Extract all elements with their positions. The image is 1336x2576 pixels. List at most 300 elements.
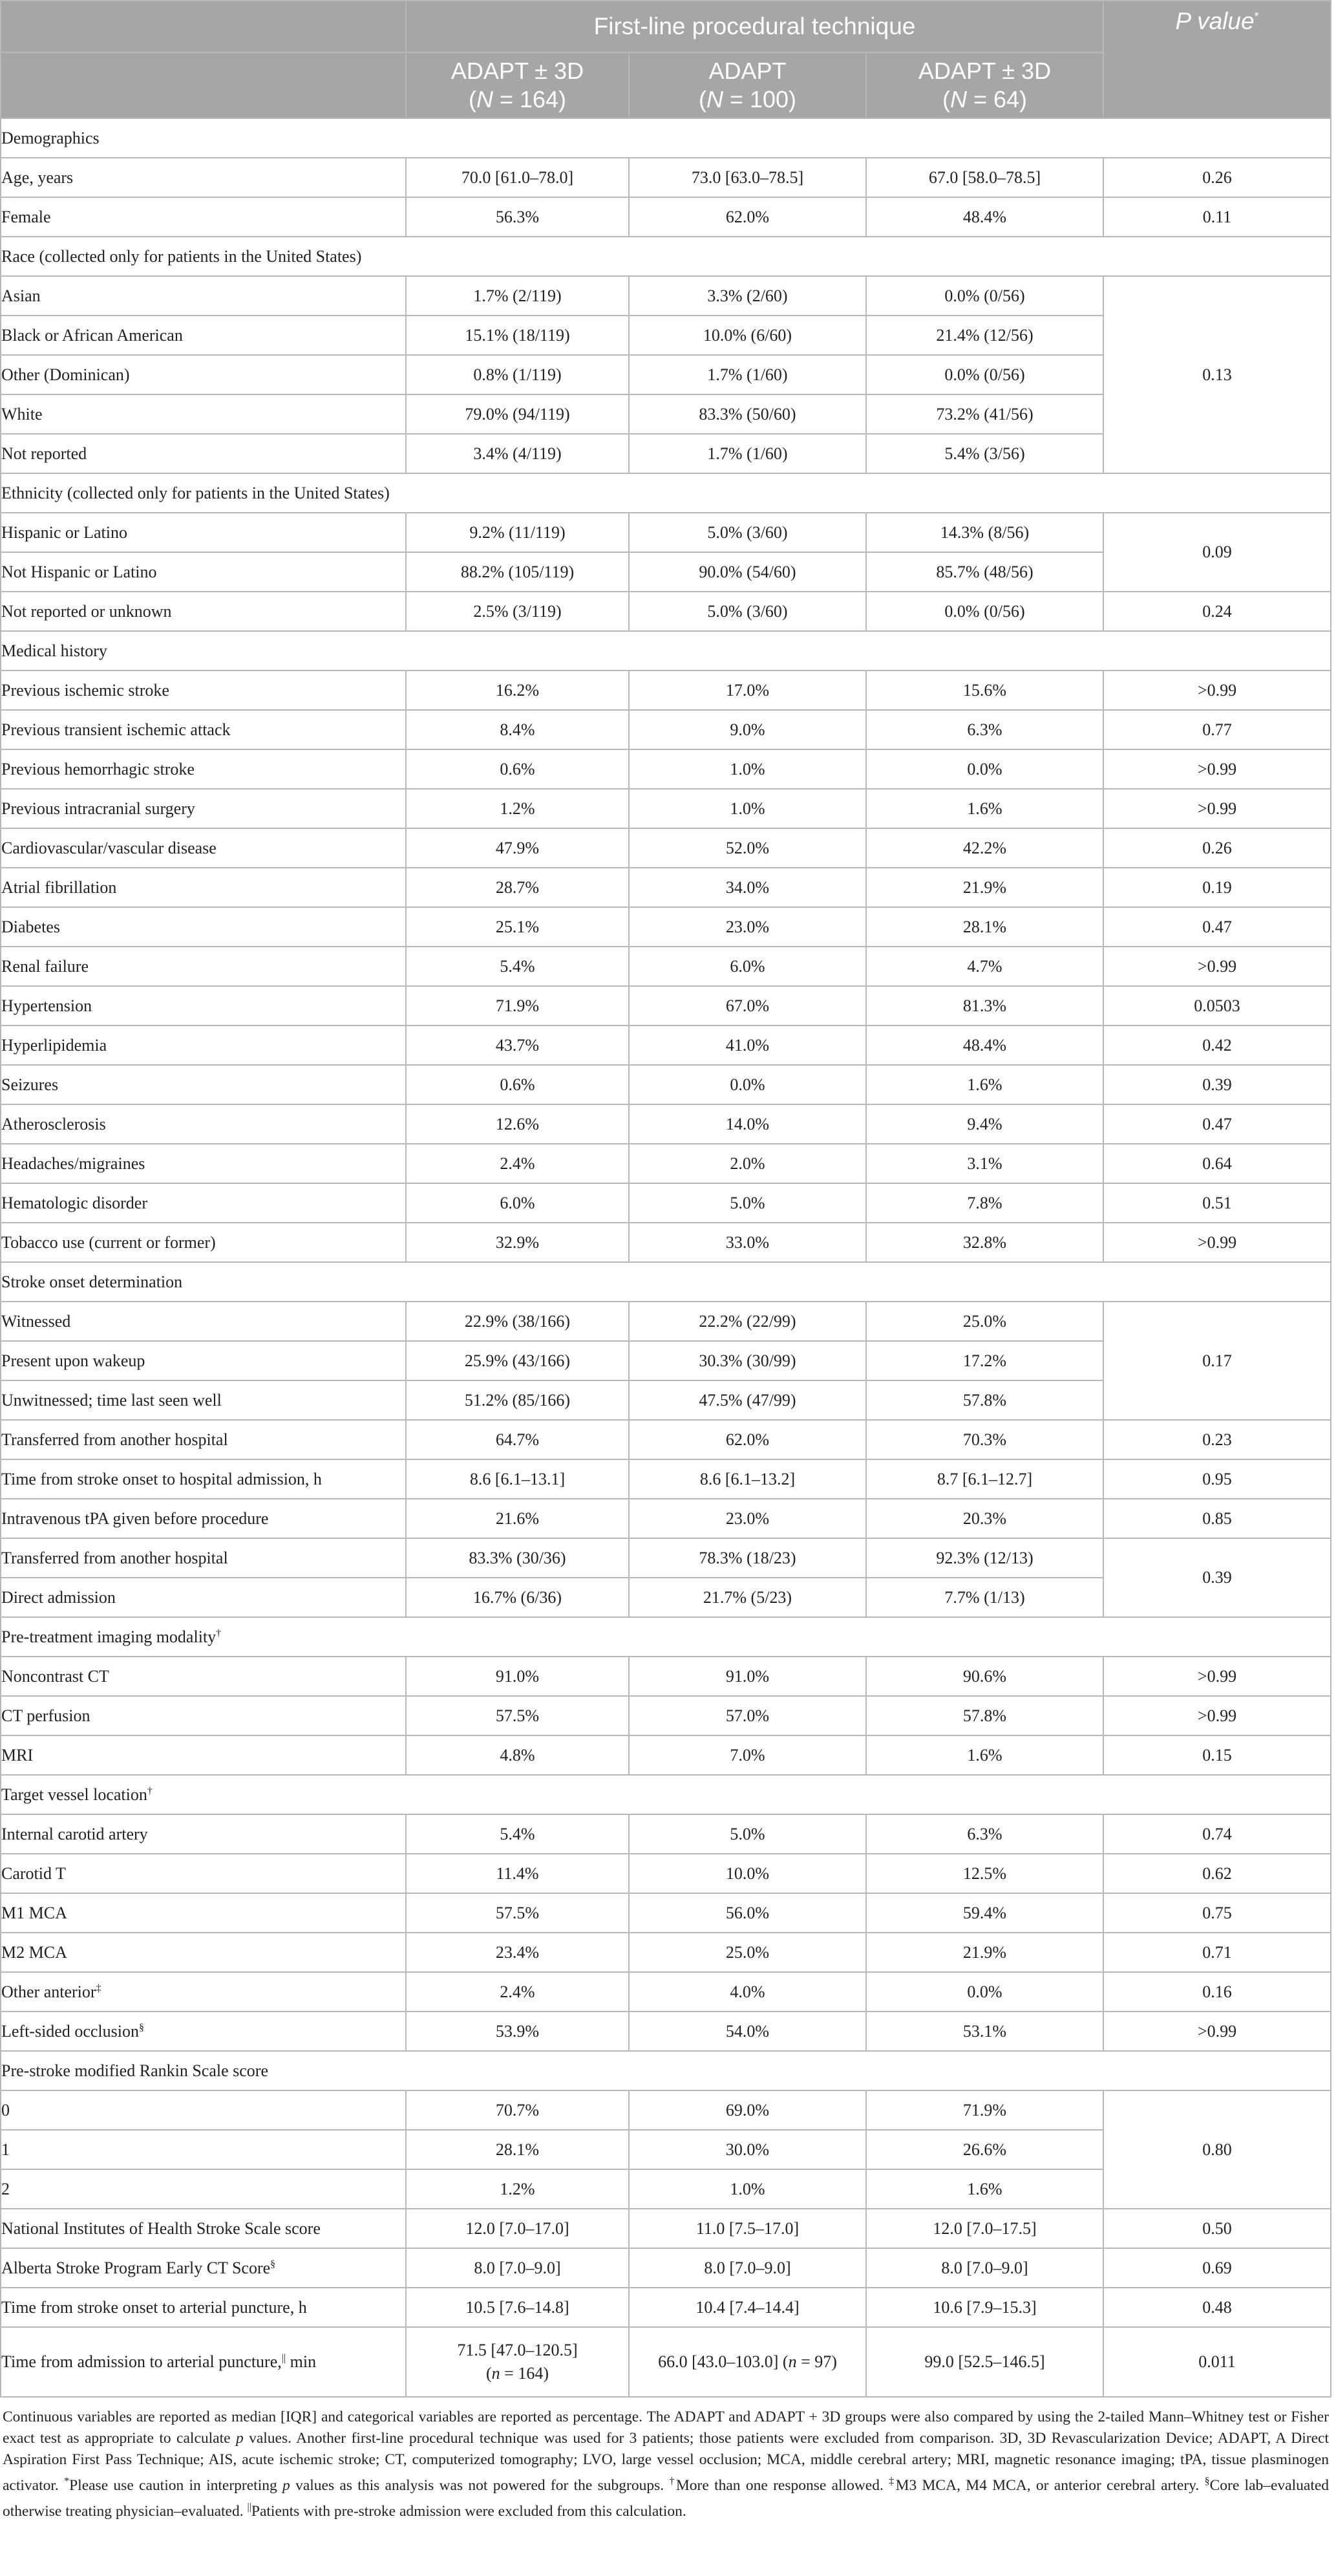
cell: 5.4% (406, 947, 629, 986)
group-header: First-line procedural technique (406, 1, 1103, 52)
footnote-marker: § (139, 2021, 144, 2033)
footnote-marker: † (147, 1785, 153, 1796)
table-row (1, 1223, 1331, 1262)
row-label: Time from stroke onset to arterial puncture, h (1, 2288, 406, 2327)
cell: 32.9% (406, 1223, 629, 1262)
p-cell: 0.85 (1103, 1499, 1331, 1538)
footnote-marker: ‡ (889, 2476, 896, 2487)
cell: 8.0 [7.0–9.0] (866, 2248, 1103, 2288)
cell: 4.0% (629, 1972, 866, 2012)
cell: 25.1% (406, 907, 629, 947)
cell: 3.3% (2/60) (629, 276, 866, 316)
p-cell: >0.99 (1103, 1657, 1331, 1696)
cell: 28.7% (406, 868, 629, 907)
p-cell: >0.99 (1103, 749, 1331, 789)
col-header-adapt-3d (866, 52, 1103, 118)
section-demographics: Demographics (1, 118, 1331, 158)
cell: 90.0% (54/60) (629, 552, 866, 592)
row-label: Transferred from another hospital (1, 1420, 406, 1459)
col-n-var: N (706, 86, 723, 113)
cell: 91.0% (406, 1657, 629, 1696)
footnote-text: Core lab–evaluated otherwise treating physician–evaluated. (3, 2476, 1330, 2520)
footnote-text: More than one response allowed. (675, 2476, 889, 2494)
cell-n: = 97) (796, 2352, 837, 2371)
cell: 1.0% (629, 2169, 866, 2209)
cell: 28.1% (406, 2130, 629, 2169)
row-label: Not Hispanic or Latino (1, 552, 406, 592)
cell: 47.5% (47/99) (629, 1380, 866, 1420)
table-row (1, 1065, 1331, 1104)
row-label: M1 MCA (1, 1893, 406, 1933)
table-row (1, 907, 1331, 947)
cell: 88.2% (105/119) (406, 552, 629, 592)
cell: 0.0% (0/56) (866, 355, 1103, 394)
cell: 22.2% (22/99) (629, 1302, 866, 1341)
cell: 57.0% (629, 1696, 866, 1735)
cell: 78.3% (18/23) (629, 1538, 866, 1578)
table-row (1, 2090, 1331, 2130)
p-cell: 0.17 (1103, 1302, 1331, 1420)
row-label: Not reported (1, 434, 406, 473)
row-label: Previous transient ischemic attack (1, 710, 406, 749)
cell: 21.9% (866, 1933, 1103, 1972)
p-cell: 0.95 (1103, 1459, 1331, 1499)
cell: 16.2% (406, 671, 629, 710)
cell: 67.0% (629, 986, 866, 1025)
cell: 8.0 [7.0–9.0] (629, 2248, 866, 2288)
cell: 7.0% (629, 1735, 866, 1775)
cell: 9.0% (629, 710, 866, 749)
cell: 11.0 [7.5–17.0] (629, 2209, 866, 2248)
col-n: = 64) (966, 86, 1028, 113)
row-label: Diabetes (1, 907, 406, 947)
row-label (1, 2012, 406, 2051)
cell: 0.8% (1/119) (406, 355, 629, 394)
p-cell: 0.69 (1103, 2248, 1331, 2288)
cell: 70.7% (406, 2090, 629, 2130)
footnote-text: values. Another first-line procedural technique was used for 3 patients; those patients were excluded from comparison. 3D, 3D Revascularization Device; ADAPT, A Direct Aspiration First Pass Technique; AIS, acute ischemic stroke; CT, computerized tomography; LVO, large vessel occlusion; MCA, middle cerebral artery; MRI, magnetic resonance imaging; tPA, tissue plasminogen activator. (3, 2430, 1329, 2494)
row-label: Time from stroke onset to hospital admission, h (1, 1459, 406, 1499)
table-row (1, 2248, 1331, 2288)
cell: 5.0% (3/60) (629, 592, 866, 631)
p-cell: 0.75 (1103, 1893, 1331, 1933)
cell: 10.4 [7.4–14.4] (629, 2288, 866, 2327)
p-cell: 0.11 (1103, 197, 1331, 237)
p-cell: 0.39 (1103, 1538, 1331, 1617)
cell-n-open: ( (486, 2364, 492, 2383)
table-row (1, 276, 1331, 316)
table-row (1, 868, 1331, 907)
cell: 2.5% (3/119) (406, 592, 629, 631)
row-label: Headaches/migraines (1, 1144, 406, 1183)
p-cell: 0.42 (1103, 1025, 1331, 1065)
section-medical-history: Medical history (1, 631, 1331, 671)
col-n-open: ( (698, 86, 706, 113)
row-label: M2 MCA (1, 1933, 406, 1972)
section-race: Race (collected only for patients in the United States) (1, 237, 1331, 276)
cell: 62.0% (629, 1420, 866, 1459)
cell: 71.9% (866, 2090, 1103, 2130)
col-header-adapt (629, 52, 866, 118)
cell: 7.8% (866, 1183, 1103, 1223)
cell: 2.0% (629, 1144, 866, 1183)
cell: 99.0 [52.5–146.5] (866, 2327, 1103, 2397)
p-cell: 0.24 (1103, 592, 1331, 631)
p-cell: 0.62 (1103, 1854, 1331, 1893)
cell: 47.9% (406, 828, 629, 868)
row-label: MRI (1, 1735, 406, 1775)
row-label: 1 (1, 2130, 406, 2169)
p-cell: >0.99 (1103, 947, 1331, 986)
cell: 34.0% (629, 868, 866, 907)
cell: 0.0% (0/56) (866, 276, 1103, 316)
table-row (1, 710, 1331, 749)
cell: 4.8% (406, 1735, 629, 1775)
cell: 10.0% (6/60) (629, 316, 866, 355)
table-row (1, 2209, 1331, 2248)
cell: 9.4% (866, 1104, 1103, 1144)
row-label: Atrial fibrillation (1, 868, 406, 907)
row-label: White (1, 394, 406, 434)
section-imaging (1, 1617, 1331, 1657)
cell: 0.0% (0/56) (866, 592, 1103, 631)
section-stroke-onset: Stroke onset determination (1, 1262, 1331, 1302)
table-row (1, 1144, 1331, 1183)
row-label: Carotid T (1, 1854, 406, 1893)
row-label: Hispanic or Latino (1, 513, 406, 552)
footnote-text: Patients with pre-stroke admission were excluded from this calculation. (251, 2502, 686, 2520)
cell: 79.0% (94/119) (406, 394, 629, 434)
row-label: Internal carotid artery (1, 1814, 406, 1854)
table-row (1, 671, 1331, 710)
cell: 6.3% (866, 710, 1103, 749)
cell: 85.7% (48/56) (866, 552, 1103, 592)
row-label: Seizures (1, 1065, 406, 1104)
cell: 64.7% (406, 1420, 629, 1459)
table-row (1, 1499, 1331, 1538)
table-row (1, 1183, 1331, 1223)
cell: 10.5 [7.6–14.8] (406, 2288, 629, 2327)
cell: 83.3% (30/36) (406, 1538, 629, 1578)
cell: 59.4% (866, 1893, 1103, 1933)
cell: 57.8% (866, 1696, 1103, 1735)
table-header (1, 1, 1331, 118)
cell: 30.0% (629, 2130, 866, 2169)
row-label: Asian (1, 276, 406, 316)
row-label: 0 (1, 2090, 406, 2130)
table-row (1, 2327, 1331, 2397)
cell: 83.3% (50/60) (629, 394, 866, 434)
table-row (1, 1933, 1331, 1972)
cell: 0.6% (406, 1065, 629, 1104)
cell (629, 2327, 866, 2397)
footnote-var: p (235, 2430, 244, 2447)
cell: 21.7% (5/23) (629, 1578, 866, 1617)
row-label-text: Other anterior (1, 1982, 96, 2001)
cell: 53.1% (866, 2012, 1103, 2051)
p-cell: 0.09 (1103, 513, 1331, 592)
p-cell: 0.011 (1103, 2327, 1331, 2397)
row-label: National Institutes of Health Stroke Scale score (1, 2209, 406, 2248)
cell: 48.4% (866, 1025, 1103, 1065)
cell: 43.7% (406, 1025, 629, 1065)
cell: 12.5% (866, 1854, 1103, 1893)
table-row (1, 158, 1331, 197)
cell: 41.0% (629, 1025, 866, 1065)
row-label: Hematologic disorder (1, 1183, 406, 1223)
cell: 0.0% (866, 1972, 1103, 2012)
cell: 17.2% (866, 1341, 1103, 1380)
p-cell: 0.48 (1103, 2288, 1331, 2327)
cell: 25.0% (629, 1933, 866, 1972)
row-label-text: Left-sided occlusion (1, 2021, 139, 2041)
cell: 28.1% (866, 907, 1103, 947)
cell: 62.0% (629, 197, 866, 237)
p-cell: 0.19 (1103, 868, 1331, 907)
col-n: = 100) (723, 86, 797, 113)
footnote-marker: ‡ (96, 1982, 101, 1993)
pvalue-marker: * (1254, 10, 1259, 23)
cell: 1.6% (866, 789, 1103, 828)
col-n: = 164) (493, 86, 567, 113)
cell: 0.0% (629, 1065, 866, 1104)
cell: 21.6% (406, 1499, 629, 1538)
cell: 4.7% (866, 947, 1103, 986)
row-label: Not reported or unknown (1, 592, 406, 631)
col-name: ADAPT ± 3D (918, 58, 1052, 84)
row-label: Previous ischemic stroke (1, 671, 406, 710)
row-label: Present upon wakeup (1, 1341, 406, 1380)
cell: 52.0% (629, 828, 866, 868)
table-row (1, 1696, 1331, 1735)
table-row (1, 1459, 1331, 1499)
cell: 92.3% (12/13) (866, 1538, 1103, 1578)
cell: 1.2% (406, 2169, 629, 2209)
cell: 53.9% (406, 2012, 629, 2051)
cell: 70.0 [61.0–78.0] (406, 158, 629, 197)
row-label: Hypertension (1, 986, 406, 1025)
p-cell: 0.23 (1103, 1420, 1331, 1459)
cell: 5.4% (3/56) (866, 434, 1103, 473)
cell: 73.2% (41/56) (866, 394, 1103, 434)
p-cell: >0.99 (1103, 1696, 1331, 1735)
section-ethnicity: Ethnicity (collected only for patients in the United States) (1, 473, 1331, 513)
cell: 15.1% (18/119) (406, 316, 629, 355)
cell: 57.8% (866, 1380, 1103, 1420)
footnote-var: p (282, 2476, 290, 2494)
table-row (1, 1420, 1331, 1459)
cell-n-var: n (491, 2364, 500, 2383)
row-label-text: Alberta Stroke Program Early CT Score (1, 2258, 271, 2277)
pvalue-label: P value (1175, 8, 1255, 34)
col-n-var: N (476, 86, 493, 113)
p-cell: 0.26 (1103, 828, 1331, 868)
table-row (1, 513, 1331, 552)
col-n-open: ( (468, 86, 476, 113)
cell-n: = 164) (500, 2364, 549, 2383)
cell: 48.4% (866, 197, 1103, 237)
cell: 1.0% (629, 749, 866, 789)
p-cell: 0.26 (1103, 158, 1331, 197)
table-row (1, 1854, 1331, 1893)
cell: 17.0% (629, 671, 866, 710)
cell: 1.7% (1/60) (629, 355, 866, 394)
cell: 42.2% (866, 828, 1103, 868)
cell: 70.3% (866, 1420, 1103, 1459)
p-cell: >0.99 (1103, 2012, 1331, 2051)
cell: 23.0% (629, 1499, 866, 1538)
table-row (1, 1302, 1331, 1341)
p-cell: 0.51 (1103, 1183, 1331, 1223)
row-label: Unwitnessed; time last seen well (1, 1380, 406, 1420)
row-label: 2 (1, 2169, 406, 2209)
row-label (1, 2327, 406, 2397)
cell: 25.9% (43/166) (406, 1341, 629, 1380)
footnote-text: Continuous variables are reported as median [IQR] and categorical variables are reported as percentage. The ADAPT and ADAPT + 3D groups were also compared by using the 2-tailed Mann–Whitney test or Fisher exact test as appropriate to calculate (3, 2409, 1329, 2447)
p-cell: 0.80 (1103, 2090, 1331, 2209)
row-label-text: Time from admission to arterial puncture, (1, 2352, 282, 2371)
table-row (1, 592, 1331, 631)
p-cell: 0.39 (1103, 1065, 1331, 1104)
table-row (1, 1893, 1331, 1933)
cell: 5.0% (629, 1814, 866, 1854)
cell: 8.7 [6.1–12.7] (866, 1459, 1103, 1499)
row-label: Other (Dominican) (1, 355, 406, 394)
row-label (1, 2248, 406, 2288)
cell: 0.0% (866, 749, 1103, 789)
cell: 10.0% (629, 1854, 866, 1893)
table-row (1, 1657, 1331, 1696)
section-vessel-label: Target vessel location (1, 1785, 147, 1804)
table-row (1, 2012, 1331, 2051)
cell: 16.7% (6/36) (406, 1578, 629, 1617)
cell: 54.0% (629, 2012, 866, 2051)
cell: 1.6% (866, 1735, 1103, 1775)
cell: 1.2% (406, 789, 629, 828)
cell: 2.4% (406, 1144, 629, 1183)
cell: 56.3% (406, 197, 629, 237)
footnote-text: values as this analysis was not powered for the subgroups. (290, 2476, 670, 2494)
p-cell: 0.74 (1103, 1814, 1331, 1854)
row-label: Previous hemorrhagic stroke (1, 749, 406, 789)
footnote-marker: || (281, 2352, 286, 2364)
col-name: ADAPT (708, 58, 787, 84)
cell: 73.0 [63.0–78.5] (629, 158, 866, 197)
p-cell: 0.0503 (1103, 986, 1331, 1025)
cell: 7.7% (1/13) (866, 1578, 1103, 1617)
section-mrs: Pre-stroke modified Rankin Scale score (1, 2051, 1331, 2090)
cell: 1.6% (866, 2169, 1103, 2209)
cell: 8.4% (406, 710, 629, 749)
table-row (1, 1538, 1331, 1578)
cell-n-var: n (788, 2352, 797, 2371)
row-label: Cardiovascular/vascular disease (1, 828, 406, 868)
p-cell: 0.47 (1103, 907, 1331, 947)
cell: 12.0 [7.0–17.0] (406, 2209, 629, 2248)
cell: 1.7% (1/60) (629, 434, 866, 473)
section-imaging-label: Pre-treatment imaging modality (1, 1627, 217, 1646)
cell-value: 66.0 [43.0–103.0] ( (658, 2352, 789, 2371)
cell: 21.9% (866, 868, 1103, 907)
cell: 30.3% (30/99) (629, 1341, 866, 1380)
row-label: Previous intracranial surgery (1, 789, 406, 828)
col-n-var: N (949, 86, 967, 113)
col-n-open: ( (942, 86, 950, 113)
row-label: Witnessed (1, 1302, 406, 1341)
cell: 15.6% (866, 671, 1103, 710)
cell: 67.0 [58.0–78.5] (866, 158, 1103, 197)
row-label: Female (1, 197, 406, 237)
cell: 25.0% (866, 1302, 1103, 1341)
cell-value: 71.5 [47.0–120.5] (457, 2341, 578, 2359)
cell: 23.0% (629, 907, 866, 947)
col-header-all (406, 52, 629, 118)
row-label: Age, years (1, 158, 406, 197)
row-label: Renal failure (1, 947, 406, 986)
table-row (1, 1735, 1331, 1775)
cell: 20.3% (866, 1499, 1103, 1538)
table-row (1, 1972, 1331, 2012)
cell: 5.0% (629, 1183, 866, 1223)
header-blank (1, 1, 406, 52)
p-cell: >0.99 (1103, 671, 1331, 710)
pvalue-header (1103, 1, 1331, 118)
cell: 6.0% (629, 947, 866, 986)
header-blank-2 (1, 52, 406, 118)
p-cell: 0.15 (1103, 1735, 1331, 1775)
cell: 51.2% (85/166) (406, 1380, 629, 1420)
cell: 71.9% (406, 986, 629, 1025)
cell: 1.0% (629, 789, 866, 828)
footnote-text: M3 MCA, M4 MCA, or anterior cerebral artery. (895, 2476, 1205, 2494)
row-label: Noncontrast CT (1, 1657, 406, 1696)
cell: 81.3% (866, 986, 1103, 1025)
table-row (1, 828, 1331, 868)
table-row (1, 749, 1331, 789)
table-row (1, 947, 1331, 986)
cell: 14.0% (629, 1104, 866, 1144)
cell: 23.4% (406, 1933, 629, 1972)
p-cell: 0.47 (1103, 1104, 1331, 1144)
cell: 12.6% (406, 1104, 629, 1144)
cell: 91.0% (629, 1657, 866, 1696)
footnote-marker: * (64, 2476, 70, 2487)
cell: 69.0% (629, 2090, 866, 2130)
cell: 5.4% (406, 1814, 629, 1854)
cell: 8.0 [7.0–9.0] (406, 2248, 629, 2288)
cell: 0.6% (406, 749, 629, 789)
table-footnote (3, 2407, 1329, 2522)
cell: 56.0% (629, 1893, 866, 1933)
p-cell: 0.71 (1103, 1933, 1331, 1972)
cell: 22.9% (38/166) (406, 1302, 629, 1341)
p-cell: 0.16 (1103, 1972, 1331, 2012)
cell: 12.0 [7.0–17.5] (866, 2209, 1103, 2248)
cell (406, 2327, 629, 2397)
row-label: Tobacco use (current or former) (1, 1223, 406, 1262)
cell: 6.0% (406, 1183, 629, 1223)
footnote-text: Please use caution in interpreting (69, 2476, 283, 2494)
p-cell: >0.99 (1103, 1223, 1331, 1262)
cell: 26.6% (866, 2130, 1103, 2169)
p-cell: 0.64 (1103, 1144, 1331, 1183)
footnote-marker: § (1204, 2476, 1210, 2487)
cell: 57.5% (406, 1893, 629, 1933)
section-vessel (1, 1775, 1331, 1814)
footnote-marker: || (247, 2501, 251, 2513)
cell: 3.1% (866, 1144, 1103, 1183)
table-row (1, 1814, 1331, 1854)
